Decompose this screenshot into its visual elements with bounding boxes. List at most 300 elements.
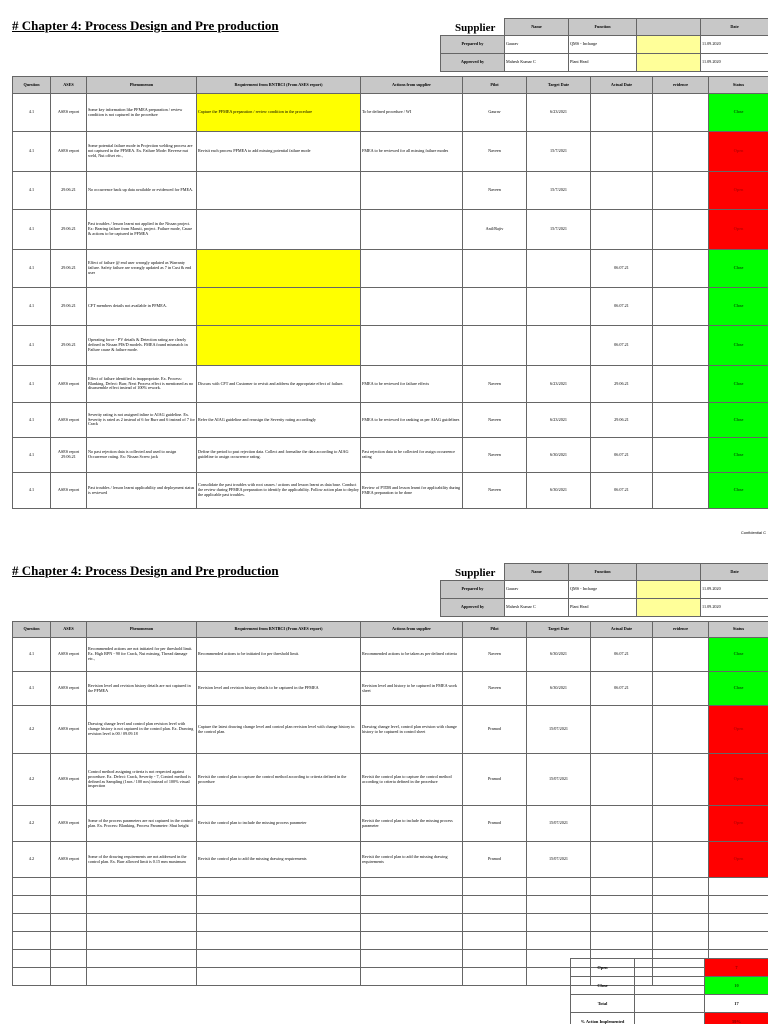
ases-cell: ASES report	[51, 366, 87, 403]
column-header: Status	[709, 622, 768, 638]
supplier-action-cell	[361, 288, 463, 326]
empty-row	[13, 896, 768, 914]
signoff-header-date: Date	[701, 564, 768, 581]
actual-date-cell: 29.06.21	[591, 366, 653, 403]
supplier-action-cell	[361, 250, 463, 288]
requirement-cell: Capture the latest drawing change level and control plan revision level with change history in the control plan.	[197, 706, 361, 754]
ases-cell: ASES report	[51, 806, 87, 842]
summary-value: 59%	[705, 1013, 768, 1024]
actual-date-cell	[591, 806, 653, 842]
question-cell: 4.1	[13, 288, 51, 326]
empty-cell	[463, 914, 527, 932]
empty-cell	[361, 932, 463, 950]
empty-cell	[13, 914, 51, 932]
question-cell: 4.1	[13, 473, 51, 509]
ases-cell: ASES report	[51, 842, 87, 878]
empty-cell	[87, 932, 197, 950]
empty-cell	[463, 968, 527, 986]
empty-cell	[361, 914, 463, 932]
target-date-cell: 15/7/2021	[527, 172, 591, 210]
phenomenon-cell: Control method assigning criteria is not respected against procedure. Ex. Defect: Crack, Severity - 7, Control method is defined as Sampling (1nos / 100 nos) instead of 100% visual inspection	[87, 754, 197, 806]
sheet-page-2	[0, 548, 768, 1024]
actual-date-cell	[591, 132, 653, 172]
pilot-cell	[463, 288, 527, 326]
question-cell: 4.2	[13, 842, 51, 878]
actual-date-cell: 06.07.21	[591, 672, 653, 706]
column-header: Requirement from RNTBCI (From ASES report)	[197, 77, 361, 94]
approved-by-function: Plant Head	[569, 599, 637, 617]
pilot-cell: Naveen	[463, 473, 527, 509]
evidence-cell	[653, 366, 709, 403]
prepared-by-signature	[637, 581, 701, 599]
question-cell: 4.1	[13, 250, 51, 288]
question-cell: 4.1	[13, 210, 51, 250]
empty-cell	[51, 914, 87, 932]
prepared-by-function: QMS - Incharge	[569, 581, 637, 599]
prepared-by-name: Gaurav	[505, 581, 569, 599]
question-cell: 4.1	[13, 94, 51, 132]
approved-by-signature	[637, 599, 701, 617]
pilot-cell: Naveen	[463, 132, 527, 172]
empty-cell	[197, 950, 361, 968]
table-row	[13, 172, 768, 210]
signoff-header-date: Date	[701, 19, 768, 36]
status-badge: Open	[709, 172, 768, 210]
empty-row	[13, 932, 768, 950]
approved-by-function: Plant Head	[569, 54, 637, 72]
empty-cell	[87, 968, 197, 986]
supplier-action-cell: Revisit the control plan to include the missing process parameter	[361, 806, 463, 842]
pilot-cell: Naveen	[463, 366, 527, 403]
actual-date-cell	[591, 754, 653, 806]
signoff-header-blank	[637, 19, 701, 36]
pilot-cell: Pramod	[463, 706, 527, 754]
phenomenon-cell: Some potential failure mode in Projection welding process are not captured in the PFMEA. Ex. Failure Mode: Reverse nut weld, Nut offset etc.,	[87, 132, 197, 172]
supplier-action-cell: Revisit the control plan to add the missing drawing requirements	[361, 842, 463, 878]
actual-date-cell: 06.07.21	[591, 326, 653, 366]
empty-cell	[527, 878, 591, 896]
empty-cell	[463, 950, 527, 968]
evidence-cell	[653, 754, 709, 806]
ases-cell: ASES report 29.06.21	[51, 438, 87, 473]
prepared-by-date: 11.09.2020	[701, 581, 768, 599]
actual-date-cell: 06.07.21	[591, 638, 653, 672]
pilot-cell: Naveen	[463, 172, 527, 210]
phenomenon-cell: Some of the process parameters are not captured in the control plan. Ex. Process: Blanking, Process Parameter: Shut height	[87, 806, 197, 842]
ases-cell: ASES report	[51, 94, 87, 132]
question-cell: 4.2	[13, 706, 51, 754]
table-row	[13, 132, 768, 172]
status-summary-table	[570, 958, 768, 1024]
requirement-cell: Revisit the control plan to include the missing process parameter	[197, 806, 361, 842]
summary-value: 10	[705, 977, 768, 995]
column-header: Question	[13, 622, 51, 638]
ases-cell: 29.06.21	[51, 210, 87, 250]
column-header: Actions from supplier	[361, 77, 463, 94]
empty-cell	[591, 878, 653, 896]
empty-cell	[527, 932, 591, 950]
table-row	[13, 210, 768, 250]
table-row	[13, 403, 768, 438]
evidence-cell	[653, 473, 709, 509]
phenomenon-cell: Past troubles / lesson learnt not applied in the Nissan project. Ex: Bearing failure from Maruti, project. Failure mode, Cause & actions to be captured in PFMEA	[87, 210, 197, 250]
column-header: Actual Date	[591, 77, 653, 94]
supplier-action-cell: FMEA to be reviewed for ranking as per AIAG guidelines	[361, 403, 463, 438]
status-badge: Open	[709, 842, 768, 878]
status-badge: Close	[709, 288, 768, 326]
question-cell: 4.1	[13, 438, 51, 473]
question-cell: 4.1	[13, 672, 51, 706]
empty-cell	[591, 896, 653, 914]
empty-cell	[13, 968, 51, 986]
signoff-table	[440, 563, 768, 617]
question-cell: 4.1	[13, 132, 51, 172]
empty-cell	[527, 896, 591, 914]
requirement-cell: Revisit the control plan to capture the control method according to criteria defined in the procedure	[197, 754, 361, 806]
evidence-cell	[653, 288, 709, 326]
actual-date-cell: 06.07.21	[591, 288, 653, 326]
empty-cell	[591, 914, 653, 932]
question-cell: 4.1	[13, 638, 51, 672]
page-title: # Chapter 4: Process Design and Pre production	[12, 563, 279, 578]
prepared-by-name: Gaurav	[505, 36, 569, 54]
supplier-action-cell: FMEA to be reviewed for all missing failure modes	[361, 132, 463, 172]
ases-cell: ASES report	[51, 754, 87, 806]
status-badge: Close	[709, 438, 768, 473]
ases-cell: ASES report	[51, 403, 87, 438]
requirement-cell	[197, 250, 361, 288]
pilot-cell: Naveen	[463, 438, 527, 473]
prepared-by-signature	[637, 36, 701, 54]
requirement-cell: Discuss with CFT and Customer to revisit and address the appropriate effect of failure.	[197, 366, 361, 403]
requirement-cell: Revision level and revision history details to be captured in the PFMEA	[197, 672, 361, 706]
action-tracker-table-2	[12, 621, 768, 986]
table-row	[13, 326, 768, 366]
empty-cell	[13, 896, 51, 914]
column-header: Phenomenon	[87, 77, 197, 94]
requirement-cell: Revisit each process PFMEA to add missing potential failure mode	[197, 132, 361, 172]
column-header: Actual Date	[591, 622, 653, 638]
empty-cell	[13, 950, 51, 968]
empty-cell	[51, 896, 87, 914]
empty-cell	[653, 878, 709, 896]
evidence-cell	[653, 706, 709, 754]
empty-cell	[197, 878, 361, 896]
phenomenon-cell: No past rejection data is collected and used to assign Occurrence rating. Ex: Nissan Screw jack	[87, 438, 197, 473]
phenomenon-cell: Recommended actions are not initiated for per threshold limit. Ex. High RPN - 90 for Crack, Nut missing, Thread damage etc.,	[87, 638, 197, 672]
status-badge: Open	[709, 132, 768, 172]
column-header: evidence	[653, 622, 709, 638]
actual-date-cell: 06.07.21	[591, 438, 653, 473]
status-badge: Close	[709, 473, 768, 509]
question-cell: 4.1	[13, 366, 51, 403]
table-header-row	[13, 77, 768, 94]
prepared-by-label: Prepared by	[441, 36, 505, 54]
evidence-cell	[653, 403, 709, 438]
target-date-cell: 6/23/2021	[527, 94, 591, 132]
supplier-action-cell	[361, 210, 463, 250]
empty-cell	[87, 896, 197, 914]
phenomenon-cell: Past troubles / lesson learnt applicability and deployment status is reviewed	[87, 473, 197, 509]
supplier-label: Supplier	[455, 567, 496, 579]
empty-cell	[87, 950, 197, 968]
status-badge: Close	[709, 250, 768, 288]
table-row	[13, 806, 768, 842]
ases-cell: ASES report	[51, 706, 87, 754]
empty-cell	[709, 878, 768, 896]
question-cell: 4.2	[13, 754, 51, 806]
empty-cell	[51, 950, 87, 968]
requirement-cell	[197, 326, 361, 366]
requirement-cell	[197, 172, 361, 210]
empty-cell	[463, 896, 527, 914]
actual-date-cell	[591, 94, 653, 132]
evidence-cell	[653, 842, 709, 878]
evidence-cell	[653, 172, 709, 210]
status-badge: Close	[709, 366, 768, 403]
ases-cell: ASES report	[51, 672, 87, 706]
target-date-cell: 15/07/2021	[527, 706, 591, 754]
column-header: Requirement from RNTBCI (From ASES report)	[197, 622, 361, 638]
empty-cell	[51, 932, 87, 950]
target-date-cell: 6/30/2021	[527, 473, 591, 509]
column-header: Phenomenon	[87, 622, 197, 638]
column-header: ASES	[51, 622, 87, 638]
column-header: ASES	[51, 77, 87, 94]
phenomenon-cell: Effect of failure identified is inappropriate. Ex. Process: Blanking, Defect: Burr, Next Process effect is mentioned as no disassemble effect instead of 100% rework.	[87, 366, 197, 403]
empty-cell	[527, 914, 591, 932]
table-row	[13, 754, 768, 806]
requirement-cell: Define the period to past rejection data. Collect and formalise the data according to AIAG guideline to assign occurrence rating.	[197, 438, 361, 473]
ases-cell: 29.06.21	[51, 172, 87, 210]
actual-date-cell: 06.07.21	[591, 473, 653, 509]
empty-row	[13, 914, 768, 932]
supplier-action-cell: Recommended actions to be taken as per defined criteria	[361, 638, 463, 672]
evidence-cell	[653, 672, 709, 706]
target-date-cell: 6/30/2021	[527, 672, 591, 706]
requirement-cell: Recommended actions to be initiated for per threshold limit.	[197, 638, 361, 672]
phenomenon-cell: Drawing change level and control plan revision level with change history is not captured in the control plan. Ex. Drawing revision level is 00 / 09.09.18	[87, 706, 197, 754]
summary-label: Open	[571, 959, 635, 977]
empty-cell	[463, 932, 527, 950]
evidence-cell	[653, 132, 709, 172]
table-row	[13, 438, 768, 473]
approved-by-label: Approved by	[441, 54, 505, 72]
table-row	[13, 842, 768, 878]
empty-cell	[197, 968, 361, 986]
empty-cell	[653, 932, 709, 950]
phenomenon-cell: Severity rating is not assigned inline to AIAG guideline. Ex. Severity is rated as 2 instead of 6 for Burr and 6 instead of 7 for Crack	[87, 403, 197, 438]
empty-cell	[51, 878, 87, 896]
column-header: Question	[13, 77, 51, 94]
summary-value: 7	[705, 959, 768, 977]
status-badge: Close	[709, 94, 768, 132]
supplier-action-cell	[361, 326, 463, 366]
empty-cell	[653, 914, 709, 932]
pilot-cell	[463, 326, 527, 366]
target-date-cell: 15/7/2021	[527, 210, 591, 250]
ases-cell: ASES report	[51, 132, 87, 172]
prepared-by-date: 11.09.2020	[701, 36, 768, 54]
empty-cell	[13, 932, 51, 950]
pilot-cell: Gaurav	[463, 94, 527, 132]
table-row	[13, 473, 768, 509]
summary-label: Close	[571, 977, 635, 995]
ases-cell: 29.06.21	[51, 250, 87, 288]
target-date-cell: 15/7/2021	[527, 132, 591, 172]
pilot-cell: Anil/Rajiv	[463, 210, 527, 250]
supplier-action-cell	[361, 172, 463, 210]
empty-row	[13, 878, 768, 896]
question-cell: 4.1	[13, 403, 51, 438]
table-row	[13, 94, 768, 132]
pilot-cell: Pramod	[463, 754, 527, 806]
column-header: evidence	[653, 77, 709, 94]
table-row	[13, 638, 768, 672]
pilot-cell: Naveen	[463, 638, 527, 672]
supplier-action-cell: Revisit the control plan to capture the control method according to criteria defined in the procedure	[361, 754, 463, 806]
pilot-cell	[463, 250, 527, 288]
table-header-row	[13, 622, 768, 638]
empty-cell	[591, 932, 653, 950]
requirement-cell	[197, 288, 361, 326]
column-header: Target Date	[527, 77, 591, 94]
requirement-cell	[197, 210, 361, 250]
status-badge: Close	[709, 638, 768, 672]
table-row	[13, 250, 768, 288]
requirement-cell: Refer the AIAG guideline and reassign the Severity rating accordingly	[197, 403, 361, 438]
table-row	[13, 706, 768, 754]
evidence-cell	[653, 326, 709, 366]
target-date-cell	[527, 250, 591, 288]
supplier-label: Supplier	[455, 22, 496, 34]
summary-row	[571, 959, 768, 977]
status-badge: Open	[709, 806, 768, 842]
pilot-cell: Pramod	[463, 806, 527, 842]
summary-row	[571, 995, 768, 1013]
evidence-cell	[653, 438, 709, 473]
signoff-header-name: Name	[505, 564, 569, 581]
status-badge: Close	[709, 326, 768, 366]
column-header: Pilot	[463, 622, 527, 638]
summary-label: % Action Implemented	[571, 1013, 635, 1024]
target-date-cell: 15/07/2021	[527, 842, 591, 878]
empty-cell	[197, 896, 361, 914]
status-badge: Close	[709, 403, 768, 438]
summary-label: Total	[571, 995, 635, 1013]
prepared-by-function: QMS - Incharge	[569, 36, 637, 54]
status-badge: Open	[709, 706, 768, 754]
supplier-action-cell: FMEA to be reviewed for failure effects	[361, 366, 463, 403]
question-cell: 4.1	[13, 326, 51, 366]
prepared-by-label: Prepared by	[441, 581, 505, 599]
actual-date-cell	[591, 172, 653, 210]
confidential-footer: Confidential C	[740, 530, 766, 535]
pilot-cell: Naveen	[463, 403, 527, 438]
target-date-cell	[527, 288, 591, 326]
target-date-cell: 6/30/2021	[527, 638, 591, 672]
column-header: Pilot	[463, 77, 527, 94]
pilot-cell: Naveen	[463, 672, 527, 706]
empty-cell	[13, 878, 51, 896]
summary-row	[571, 1013, 768, 1024]
approved-by-label: Approved by	[441, 599, 505, 617]
empty-cell	[709, 914, 768, 932]
empty-cell	[653, 896, 709, 914]
signoff-header-blank	[637, 564, 701, 581]
requirement-cell: Revisit the control plan to add the missing drawing requirements	[197, 842, 361, 878]
summary-row	[571, 977, 768, 995]
approved-by-name: Mahesh Kumar C	[505, 599, 569, 617]
target-date-cell: 15/07/2021	[527, 806, 591, 842]
empty-cell	[197, 914, 361, 932]
signoff-header-function: Function	[569, 19, 637, 36]
empty-cell	[197, 932, 361, 950]
action-tracker-table-1	[12, 76, 768, 509]
phenomenon-cell: Operating force - PV details & Detection rating are clearly defined in Nissan PIS/D models. FMEA found mismatch in Failure cause & failure mode.	[87, 326, 197, 366]
empty-cell	[709, 932, 768, 950]
phenomenon-cell: No occurrence back up data available or evidenced for FMEA.	[87, 172, 197, 210]
supplier-action-cell: To be defined procedure / WI	[361, 94, 463, 132]
summary-spacer	[635, 1013, 705, 1024]
status-badge: Open	[709, 754, 768, 806]
table-row	[13, 366, 768, 403]
actual-date-cell	[591, 706, 653, 754]
evidence-cell	[653, 806, 709, 842]
approved-by-name: Mahesh Kumar C	[505, 54, 569, 72]
phenomenon-cell: Effect of failure @ end user wrongly updated as Warranty failure. Safety failure are wrongly updated as 7 in Cust & end user	[87, 250, 197, 288]
supplier-action-cell: Drawing change level, control plan revision with change history to be captured in control sheet	[361, 706, 463, 754]
approved-by-date: 11.09.2020	[701, 599, 768, 617]
column-header: Actions from supplier	[361, 622, 463, 638]
column-header: Target Date	[527, 622, 591, 638]
question-cell: 4.1	[13, 172, 51, 210]
ases-cell: ASES report	[51, 638, 87, 672]
evidence-cell	[653, 94, 709, 132]
status-badge: Close	[709, 672, 768, 706]
phenomenon-cell: Some key information like PFMEA preparation / review condition is not captured in the procedure	[87, 94, 197, 132]
phenomenon-cell: Some of the drawing requirements are not addressed in the control plan. Ex. Burr allowed limit is 0.15 mm maximum	[87, 842, 197, 878]
supplier-action-cell: Past rejection data to be collected for assign occurrence rating	[361, 438, 463, 473]
pilot-cell: Pramod	[463, 842, 527, 878]
signoff-header-function: Function	[569, 564, 637, 581]
target-date-cell: 15/07/2021	[527, 754, 591, 806]
ases-cell: 29.06.21	[51, 288, 87, 326]
empty-cell	[51, 968, 87, 986]
empty-cell	[87, 878, 197, 896]
evidence-cell	[653, 250, 709, 288]
target-date-cell	[527, 326, 591, 366]
supplier-action-cell: Review of PTDB and lesson learnt for applicability during FMEA preparation to be done	[361, 473, 463, 509]
summary-spacer	[635, 995, 705, 1013]
question-cell: 4.2	[13, 806, 51, 842]
actual-date-cell	[591, 842, 653, 878]
empty-cell	[361, 950, 463, 968]
empty-cell	[709, 896, 768, 914]
empty-cell	[361, 968, 463, 986]
requirement-cell: Capture the PFMEA preparation / review condition in the procedure	[197, 94, 361, 132]
target-date-cell: 6/30/2021	[527, 438, 591, 473]
phenomenon-cell: Revision level and revision history details are not captured in the PFMEA	[87, 672, 197, 706]
ases-cell: 29.06.21	[51, 326, 87, 366]
target-date-cell: 6/23/2021	[527, 403, 591, 438]
table-row	[13, 288, 768, 326]
summary-spacer	[635, 977, 705, 995]
summary-value: 17	[705, 995, 768, 1013]
table-row	[13, 672, 768, 706]
approved-by-signature	[637, 54, 701, 72]
target-date-cell: 6/23/2021	[527, 366, 591, 403]
